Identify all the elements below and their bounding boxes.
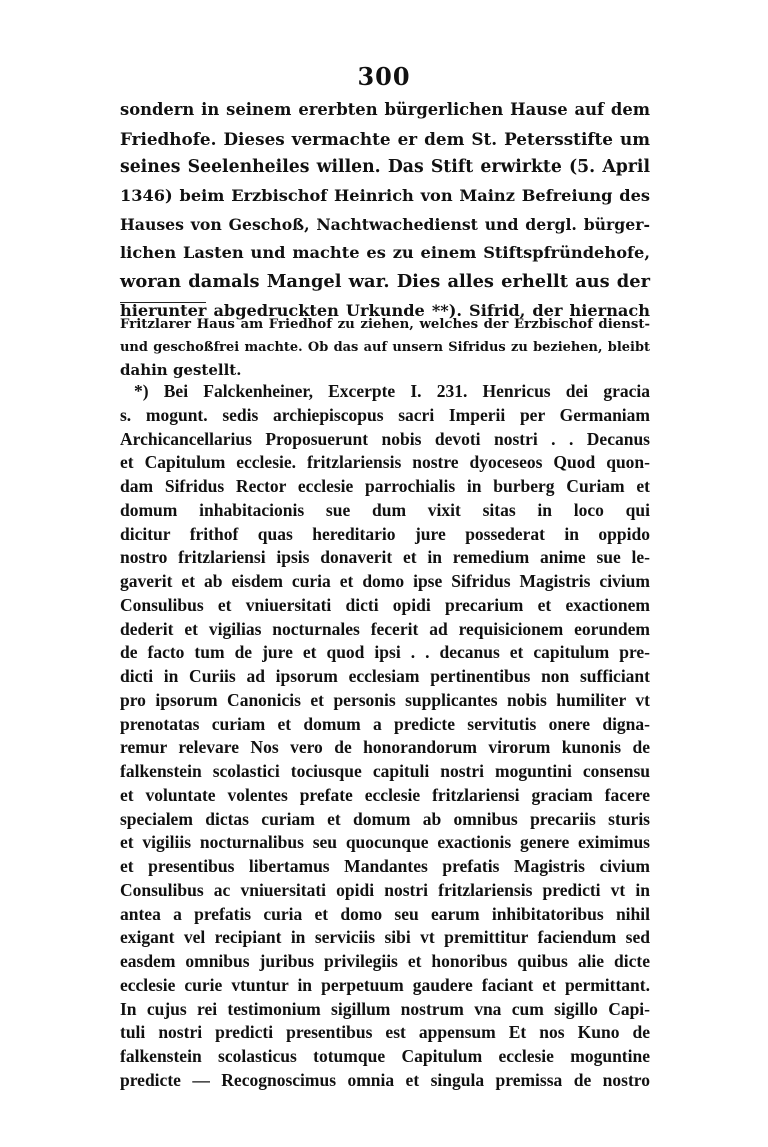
- footnote-star-line: antea a prefatis curia et domo seu earum inhibitatoribus nihil: [120, 903, 650, 924]
- main-text-line: 1346) beim Erzbischof Heinrich von Mainz Befreiung des: [120, 186, 650, 206]
- footnote-star-line: et Capitulum ecclesie. fritzlariensis nostre dyoceseos Quod quon-: [120, 452, 650, 473]
- footnote-star-line: domum inhabitacionis sue dum vixit sitas in loco qui: [120, 499, 650, 520]
- footnote-star-line: prenotatas curiam et domum a predicte servitutis onere digna-: [120, 713, 650, 734]
- footnote-star-line: dicti in Curiis ad ipsorum ecclesiam pertinentibus non sufficiant: [120, 666, 650, 686]
- footnote-star-line: nostro fritzlariensi ipsis donaverit et in remedium anime sue le-: [120, 547, 650, 568]
- footnote-star-line: ecclesie curie vtuntur in perpetuum gaudere faciant et permittant.: [120, 974, 650, 995]
- main-text-line: seines Seelenheiles willen. Das Stift erwirkte (5. April: [120, 157, 650, 178]
- footnote-line: dahin gestellt.: [120, 361, 242, 379]
- footnote-star-line: Consulibus et vniuersitati dicti opidi precarium et exactionem: [120, 594, 650, 615]
- footnote-star-line: de facto tum de jure et quod ipsi . . decanus et capitulum pre-: [120, 642, 650, 663]
- footnote-star-line: *) Bei Falckenheiner, Excerpte I. 231. Henricus dei gracia: [134, 381, 650, 401]
- main-text-line: lichen Lasten und machte es zu einem Stiftspfründehofe,: [120, 243, 650, 263]
- footnote-line: und geschoßfrei machte. Ob das auf unsern Sifridus zu beziehen, bleibt: [120, 339, 650, 355]
- footnote-star-line: falkenstein scolasticus totumque Capitulum ecclesie moguntine: [120, 1046, 650, 1066]
- footnote-star-line: tuli nostri predicti presentibus est appensum Et nos Kuno de: [120, 1022, 650, 1043]
- main-text-line: Friedhofe. Dieses vermachte er dem St. Petersstifte um: [120, 128, 650, 149]
- footnote-star-line: easdem omnibus juribus privilegiis et honoribus quibus alie dicte: [120, 951, 650, 971]
- footnote-star-line: dam Sifridus Rector ecclesie parrochialis in burberg Curiam et: [120, 476, 650, 496]
- footnote-star-line: et voluntate volentes prefate ecclesie fritzlariensi graciam facere: [120, 784, 650, 805]
- footnote-star-line: Consulibus ac vniuersitati opidi nostri fritzlariensis predicti vt in: [120, 879, 650, 900]
- main-text-line: Hauses von Geschoß, Nachtwachedienst und dergl. bürger-: [120, 214, 650, 234]
- footnote-line: Fritzlarer Haus am Friedhof zu ziehen, welches der Erzbischof dienst-: [120, 317, 650, 332]
- footnote-star-line: falkenstein scolastici tociusque capituli nostri moguntini consensu: [120, 761, 650, 781]
- footnote-star-line: et presentibus libertamus Mandantes prefatis Magistris civium: [120, 856, 650, 876]
- footnote-star-line: gaverit et ab eisdem curia et domo ipse Sifridus Magistris civium: [120, 571, 650, 591]
- footnote-star-line: s. mogunt. sedis archiepiscopus sacri Imperii per Germaniam: [120, 404, 650, 425]
- footnote-star-line: In cujus rei testimonium sigillum nostrum vna cum sigillo Capi-: [120, 998, 650, 1019]
- footnote-star-line: Archicancellarius Proposuerunt nobis devoti nostri . . Decanus: [120, 428, 650, 449]
- footnote-star-line: exigant vel recipiant in serviciis sibi vt premittitur faciendum sed: [120, 927, 650, 948]
- footnote-divider: [120, 302, 206, 303]
- main-text-line: woran damals Mangel war. Dies alles erhellt aus der: [120, 271, 650, 293]
- footnote-star-line: dicitur frithof quas hereditario jure possederat in oppido: [120, 523, 650, 544]
- footnote-star-line: dederit et vigilias nocturnales fecerit ad requisicionem eorundem: [120, 618, 650, 639]
- main-text-line: hierunter abgedruckten Urkunde **). Sifrid, der hiernach: [120, 300, 650, 320]
- main-paragraph: [120, 96, 650, 326]
- footnote-star-line: et vigiliis nocturnalibus seu quocunque exactionis genere eximimus: [120, 832, 650, 853]
- page-number: 300: [357, 62, 411, 91]
- footnote-star-line: pro ipsorum Canonicis et personis supplicantes nobis humiliter vt: [120, 689, 650, 710]
- footnote-continued: [120, 314, 650, 382]
- footnote-star: [120, 380, 650, 1093]
- footnote-star-line: remur relevare Nos vero de honorandorum virorum kunonis de: [120, 737, 650, 758]
- footnote-star-line: specialem dictas curiam et domum ab omnibus precariis sturis: [120, 808, 650, 829]
- main-text-line: sondern in seinem ererbten bürgerlichen Hause auf dem: [120, 100, 650, 119]
- footnote-star-line: predicte — Recognoscimus omnia et singula premissa de nostro: [120, 1069, 650, 1090]
